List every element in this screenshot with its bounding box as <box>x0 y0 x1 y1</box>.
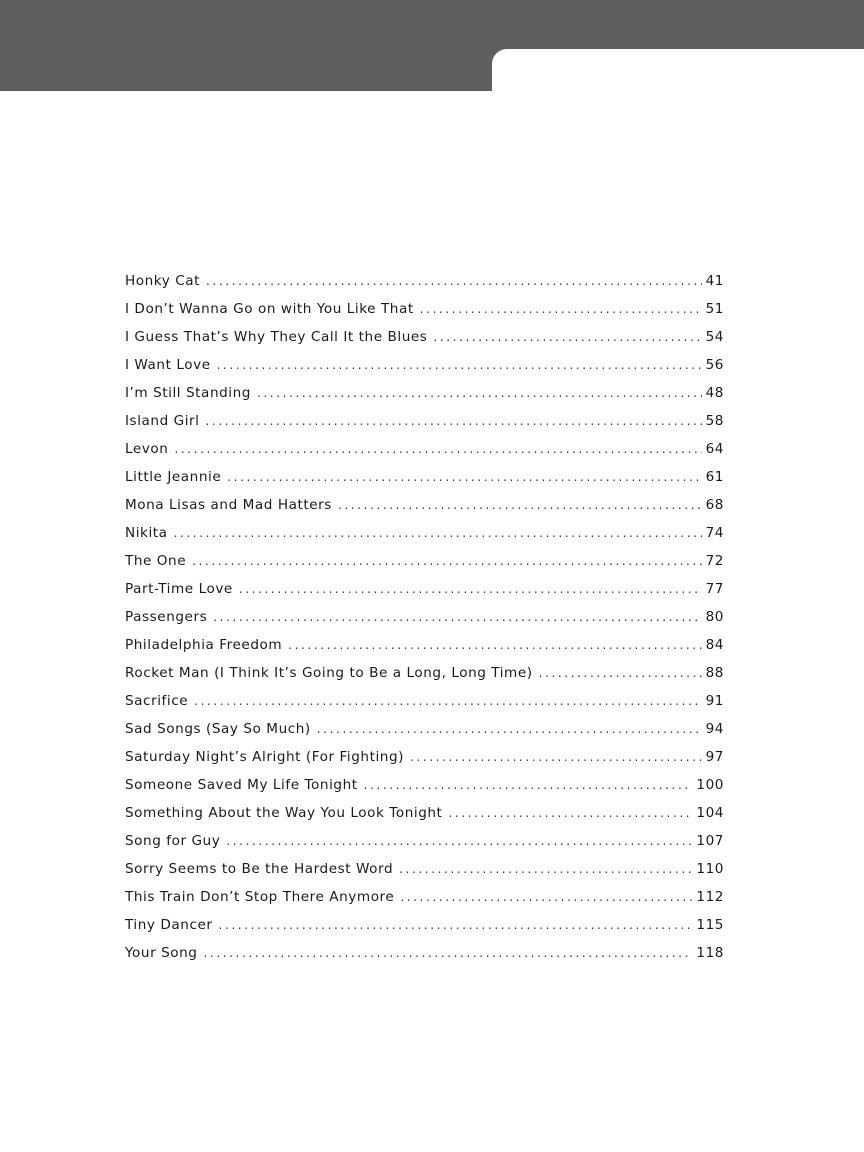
dot-leader <box>217 358 702 372</box>
toc-entry[interactable] <box>125 861 724 889</box>
toc-entry-page: 77 <box>705 581 724 597</box>
toc-entry-title: Part-Time Love <box>125 581 233 597</box>
toc-entry-page: 74 <box>705 525 724 541</box>
dot-leader <box>203 946 692 960</box>
toc-entry-page: 91 <box>705 693 724 709</box>
toc-entry[interactable] <box>125 749 724 777</box>
toc-entry[interactable] <box>125 805 724 833</box>
toc-entry[interactable] <box>125 329 724 357</box>
toc-entry-title: Levon <box>125 441 169 457</box>
dot-leader <box>227 470 701 484</box>
toc-entry[interactable] <box>125 665 724 693</box>
toc-entry-title: Your Song <box>125 945 198 961</box>
toc-entry[interactable] <box>125 833 724 861</box>
toc-entry-title: Nikita <box>125 525 168 541</box>
dot-leader <box>448 806 692 820</box>
dot-leader <box>539 666 702 680</box>
toc-entry-page: 84 <box>705 637 724 653</box>
toc-entry-page: 110 <box>696 861 724 877</box>
dot-leader <box>288 638 701 652</box>
toc-entry[interactable] <box>125 777 724 805</box>
toc-entry-title: Sad Songs (Say So Much) <box>125 721 311 737</box>
toc-entry-title: Rocket Man (I Think It’s Going to Be a Long, Long Time) <box>125 665 533 681</box>
toc-entry-title: Sacrifice <box>125 693 189 709</box>
dot-leader <box>433 330 701 344</box>
toc-entry-page: 72 <box>705 553 724 569</box>
dot-leader <box>206 274 702 288</box>
toc-entry-page: 112 <box>696 889 724 905</box>
dot-leader <box>192 554 701 568</box>
toc-entry[interactable] <box>125 497 724 525</box>
toc-entry[interactable] <box>125 917 724 945</box>
dot-leader <box>317 722 702 736</box>
toc-entry[interactable] <box>125 945 724 973</box>
toc-entry[interactable] <box>125 413 724 441</box>
dot-leader <box>219 918 693 932</box>
toc-entry-title: I Don’t Wanna Go on with You Like That <box>125 301 414 317</box>
toc-entry[interactable] <box>125 693 724 721</box>
toc-entry-page: 51 <box>705 301 724 317</box>
table-of-contents <box>125 273 724 973</box>
dot-leader <box>399 862 692 876</box>
toc-entry-page: 64 <box>705 441 724 457</box>
toc-entry[interactable] <box>125 581 724 609</box>
toc-entry-title: Tiny Dancer <box>125 917 213 933</box>
dot-leader <box>239 582 702 596</box>
toc-entry-title: Something About the Way You Look Tonight <box>125 805 443 821</box>
dot-leader <box>174 526 702 540</box>
toc-entry[interactable] <box>125 637 724 665</box>
toc-entry-page: 94 <box>705 721 724 737</box>
toc-entry-title: Philadelphia Freedom <box>125 637 283 653</box>
toc-entry-title: Little Jeannie <box>125 469 222 485</box>
toc-entry-page: 118 <box>696 945 724 961</box>
toc-entry[interactable] <box>125 469 724 497</box>
toc-entry-page: 54 <box>705 329 724 345</box>
toc-entry-page: 61 <box>705 469 724 485</box>
toc-entry[interactable] <box>125 609 724 637</box>
dot-leader <box>213 610 701 624</box>
toc-entry-page: 115 <box>696 917 724 933</box>
toc-entry[interactable] <box>125 721 724 749</box>
toc-entry-page: 104 <box>696 805 724 821</box>
toc-entry-page: 88 <box>705 665 724 681</box>
toc-entry-page: 97 <box>705 749 724 765</box>
toc-entry-page: 58 <box>705 413 724 429</box>
dot-leader <box>400 890 692 904</box>
toc-entry-title: Saturday Night’s Alright (For Fighting) <box>125 749 404 765</box>
toc-entry[interactable] <box>125 273 724 301</box>
dot-leader <box>420 302 702 316</box>
dot-leader <box>226 834 692 848</box>
toc-entry[interactable] <box>125 441 724 469</box>
toc-entry-page: 68 <box>705 497 724 513</box>
header-tab-cutout <box>492 49 864 109</box>
toc-entry-title: I’m Still Standing <box>125 385 251 401</box>
toc-entry-title: Mona Lisas and Mad Hatters <box>125 497 332 513</box>
toc-entry-page: 100 <box>696 777 724 793</box>
toc-entry[interactable] <box>125 357 724 385</box>
toc-entry-page: 48 <box>705 385 724 401</box>
toc-entry-title: I Guess That’s Why They Call It the Blues <box>125 329 428 345</box>
dot-leader <box>410 750 702 764</box>
toc-entry-title: Song for Guy <box>125 833 221 849</box>
toc-entry[interactable] <box>125 385 724 413</box>
toc-entry[interactable] <box>125 301 724 329</box>
toc-entry-page: 80 <box>705 609 724 625</box>
dot-leader <box>174 442 701 456</box>
toc-entry-title: Someone Saved My Life Tonight <box>125 777 358 793</box>
dot-leader <box>206 414 702 428</box>
toc-entry-title: The One <box>125 553 187 569</box>
toc-entry-title: I Want Love <box>125 357 211 373</box>
dot-leader <box>194 694 701 708</box>
toc-entry-title: Passengers <box>125 609 208 625</box>
toc-entry[interactable] <box>125 525 724 553</box>
dot-leader <box>338 498 702 512</box>
toc-entry-page: 56 <box>705 357 724 373</box>
toc-entry-page: 41 <box>705 273 724 289</box>
toc-entry[interactable] <box>125 553 724 581</box>
toc-entry-title: Sorry Seems to Be the Hardest Word <box>125 861 394 877</box>
toc-entry-title: This Train Don’t Stop There Anymore <box>125 889 395 905</box>
toc-entry-page: 107 <box>696 833 724 849</box>
toc-entry-title: Honky Cat <box>125 273 201 289</box>
dot-leader <box>364 778 693 792</box>
dot-leader <box>257 386 702 400</box>
toc-entry-title: Island Girl <box>125 413 200 429</box>
toc-entry[interactable] <box>125 889 724 917</box>
